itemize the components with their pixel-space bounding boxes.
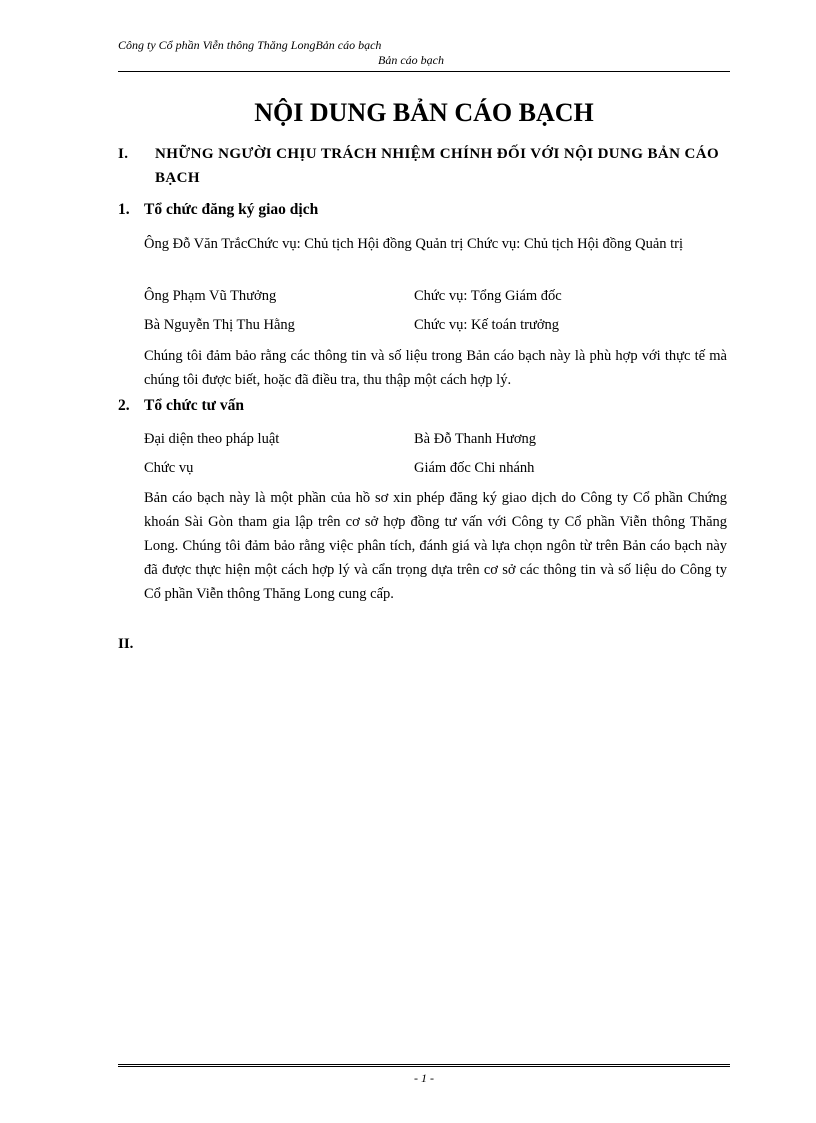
footer-divider [118,1064,730,1067]
position-value: Giám đốc Chi nhánh [414,460,535,476]
header-company-line: Công ty Cổ phần Viễn thông Thăng LongBản cáo bạch [118,38,382,52]
header-doc-line: Bản cáo bạch [378,53,444,67]
subsection-2-heading [118,397,244,415]
subsection-1-heading [118,201,318,219]
section-1-number: I. [118,146,129,162]
subsection-2-title: Tổ chức tư vấn [144,397,244,414]
subsection-1-statement: Chúng tôi đảm bảo rằng các thông tin và số liệu trong Bản cáo bạch này là phù hợp với thực tế mà chúng tôi được biết, hoặc đã điều tra, thu thập một cách hợp lý. [144,348,727,388]
section-1-heading [118,142,730,190]
person-1-line: Ông Đỗ Văn TrắcChức vụ: Chủ tịch Hội đồng Quản trị Chức vụ: Chủ tịch Hội đồng Quản trị [144,236,684,252]
person-3-role: Chức vụ: Kế toán trưởng [414,317,559,333]
page-title: NỘI DUNG BẢN CÁO BẠCH [254,98,594,127]
person-2-role: Chức vụ: Tổng Giám đốc [414,288,562,304]
position-label: Chức vụ [144,460,194,476]
representative-value: Bà Đỗ Thanh Hương [414,431,536,447]
section-1-title: NHỮNG NGƯỜI CHỊU TRÁCH NHIỆM CHÍNH ĐỐI VỚI NỘI DUNG BẢN CÁO BẠCH [155,146,720,186]
header-divider [118,71,730,72]
page-number: - 1 - [414,1071,434,1085]
person-3-name: Bà Nguyễn Thị Thu Hằng [144,317,295,333]
subsection-1-number: 1. [118,201,130,218]
person-2-name: Ông Phạm Vũ Thưởng [144,288,277,304]
subsection-2-statement: Bản cáo bạch này là một phần của hồ sơ xin phép đăng ký giao dịch do Công ty Cổ phần Chứng khoán Sài Gòn tham gia lập trên cơ sở hợp đồng tư vấn với Công ty Cổ phần Viễn thông Thăng Long. Chúng tôi đảm bảo rằng việc phân tích, đánh giá và lựa chọn ngôn từ trên Bản cáo bạch này đã được thực hiện một cách hợp lý và cẩn trọng dựa trên cơ sở các thông tin và số liệu do Công ty Cổ phần Viễn thông Thăng Long cung cấp. [144,490,727,602]
section-2-number: II. [118,636,134,652]
page-header [118,38,730,68]
subsection-1-title: Tổ chức đăng ký giao dịch [144,201,319,218]
subsection-2-number: 2. [118,397,130,414]
representative-label: Đại diện theo pháp luật [144,431,280,447]
